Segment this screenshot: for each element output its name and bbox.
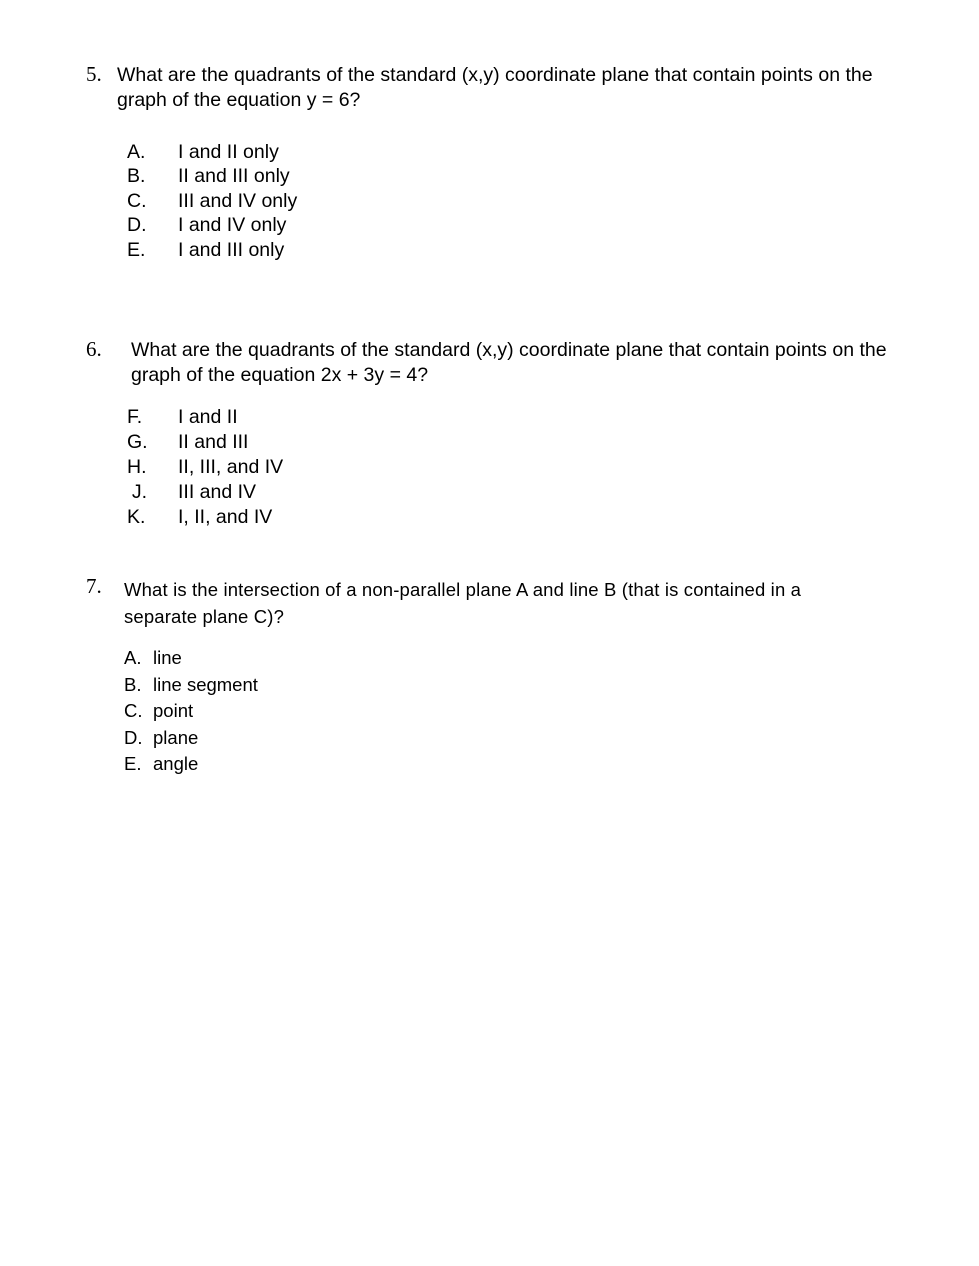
choice-letter: C.: [127, 189, 147, 212]
choice-letter: E.: [127, 238, 146, 261]
choice-text: III and IV: [178, 481, 257, 503]
choice-text: line: [153, 647, 182, 668]
choice-letter: G.: [127, 431, 148, 453]
choice-letter: A.: [124, 647, 142, 668]
choice-letter: K.: [127, 506, 146, 528]
choice-text: I and IV only: [178, 214, 287, 237]
choice-text: II and III only: [178, 165, 290, 188]
question-text: What is the intersection of a non-parallel plane A and line B (that is contained in a separate plane C)?: [124, 579, 802, 627]
choice-text: III and IV only: [178, 189, 298, 212]
choice-letter: D.: [124, 726, 143, 748]
choice-letter: D.: [127, 214, 147, 237]
question-number: 6.: [86, 337, 102, 361]
choice-text: I, II, and IV: [178, 506, 273, 528]
choice-letter: B.: [124, 673, 142, 695]
question-text: What are the quadrants of the standard (x,y) coordinate plane that contain points on the graph of the equation y = 6?: [117, 64, 873, 111]
choice-text: II and III: [178, 431, 249, 453]
choice-letter: B.: [127, 165, 146, 188]
choice-letter: A.: [127, 141, 146, 163]
choice-letter: C.: [124, 700, 143, 722]
choice-letter: F.: [127, 406, 143, 428]
choice-text: line segment: [153, 673, 258, 695]
question-text: What are the quadrants of the standard (x,y) coordinate plane that contain points on the graph of the equation 2x + 3y = 4?: [131, 339, 887, 386]
question-number: 5.: [86, 62, 102, 86]
choice-letter: H.: [127, 456, 147, 478]
choice-text: I and III only: [178, 238, 285, 261]
choice-text: I and II: [178, 406, 238, 428]
choice-text: plane: [153, 726, 199, 748]
choice-text: II, III, and IV: [178, 456, 284, 478]
question-number: 7.: [86, 574, 102, 598]
choice-text: angle: [153, 753, 199, 775]
choice-text: point: [153, 700, 194, 722]
choice-text: I and II only: [178, 141, 279, 163]
choice-letter: E.: [124, 753, 142, 775]
choice-letter: J.: [131, 481, 147, 503]
